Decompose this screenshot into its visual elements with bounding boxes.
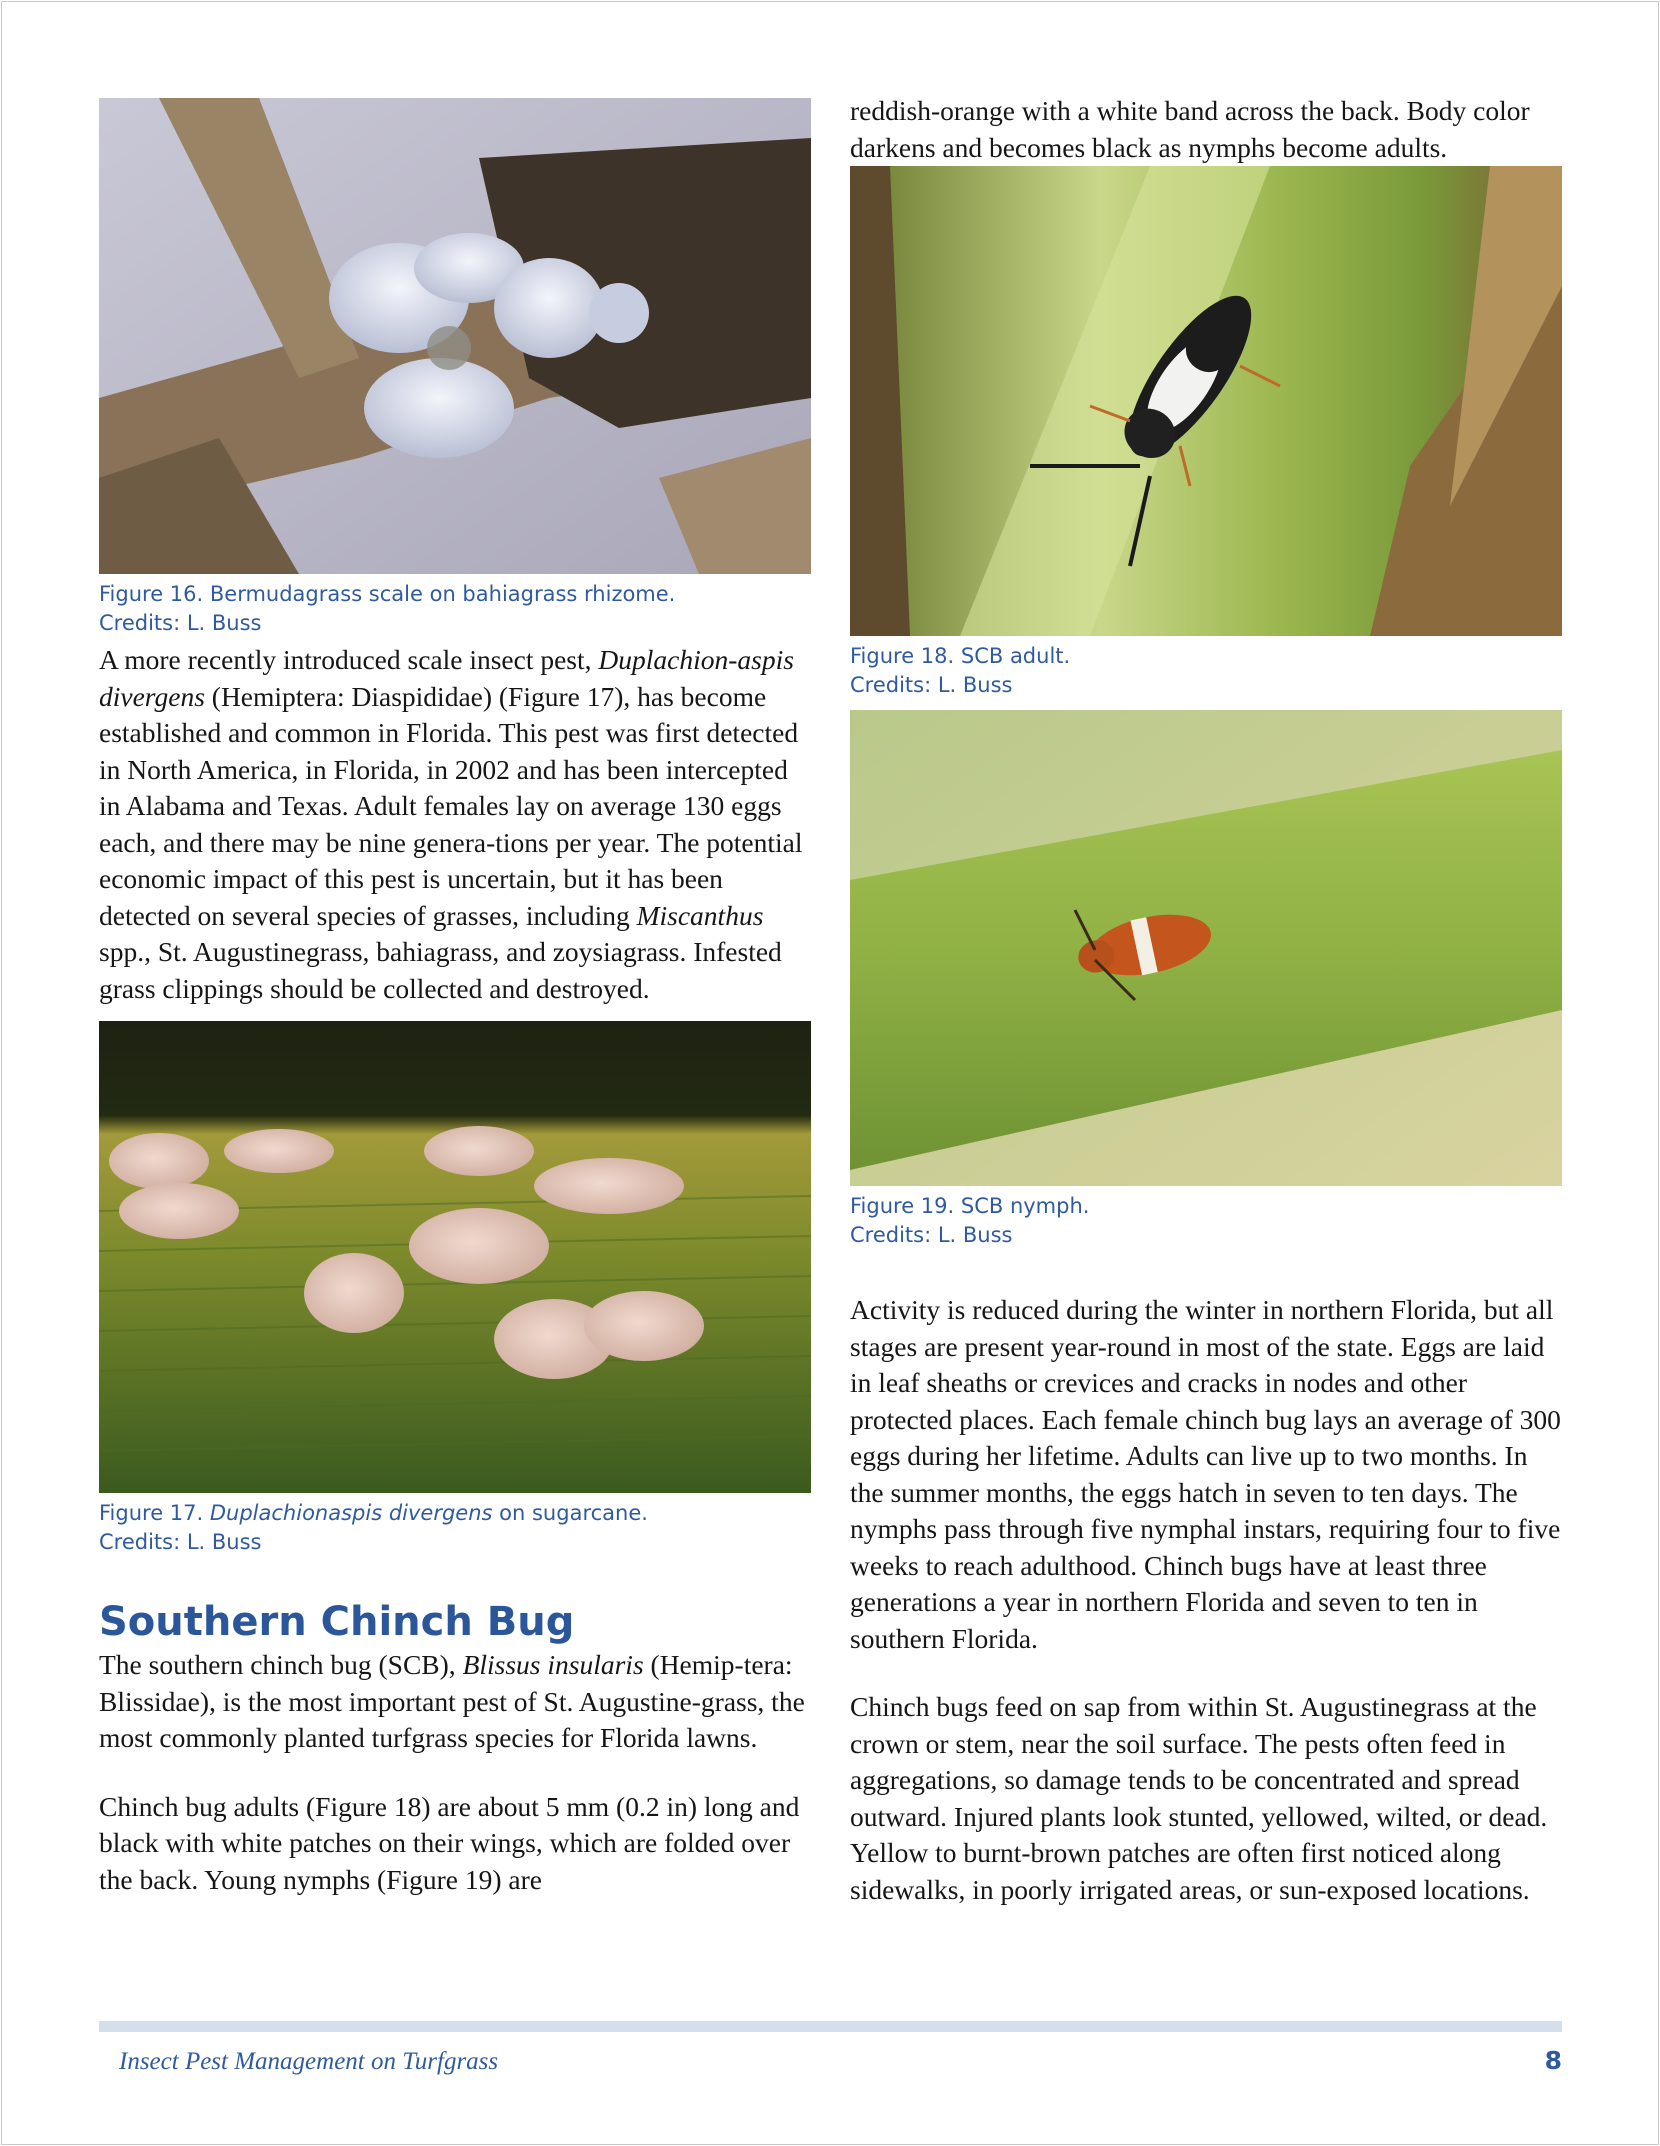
paragraph-scb-intro-text-2: (Hemip-tera: Blissidae), is the most important pest of St. Augustine-grass, the most commonly planted turfgrass species for Florida lawns. [99, 1649, 805, 1753]
paragraph-scb-intro-text-1: The southern chinch bug (SCB), [99, 1649, 463, 1680]
figure-17-photo [99, 1021, 811, 1493]
genus-name: Miscanthus [636, 899, 764, 931]
section-heading: Southern Chinch Bug [99, 1599, 575, 1645]
figure-18-caption [850, 642, 1562, 700]
left-column [99, 98, 811, 1898]
paragraph-duplachionaspis-text-1: A more recently introduced scale insect pest, [99, 644, 599, 675]
paragraph-chinch-adults: Chinch bug adults (Figure 18) are about 5 mm (0.2 in) long and black with white patches on their wings, which are folded over the back. Young nymphs (Figure 19) are [99, 1790, 800, 1895]
figure-18-caption-text: Figure 18. SCB adult. [850, 644, 1071, 668]
figure-17-caption-prefix: Figure 17. [99, 1501, 210, 1525]
figure-19-caption [850, 1192, 1562, 1250]
figure-18-photo [850, 166, 1562, 636]
figure-16-caption [99, 580, 811, 638]
paragraph-feeding: Chinch bugs feed on sap from within St. Augustinegrass at the crown or stem, near the soil surface. The pests often feed in aggregations, so damage tends to be concentrated and spread outward. Injured plants look stunted, yellowed, wilted, or dead. Yellow to burnt-brown patches are often first noticed along sidewalks, in poorly irrigated areas, or sun-exposed locations. [850, 1691, 1548, 1905]
figure-19-credit: Credits: L. Buss [850, 1223, 1013, 1247]
scb-adult-photo [850, 166, 1562, 636]
figure-19-photo [850, 710, 1562, 1186]
figure-17-caption-species: Duplachionaspis divergens [209, 1501, 493, 1525]
right-column [850, 93, 1562, 1908]
figure-16-photo [99, 98, 811, 574]
paragraph-activity: Activity is reduced during the winter in northern Florida, but all stages are present year-round in most of the state. Eggs are laid in leaf sheaths or crevices and cracks in nodes and other protected places. Each female chinch bug lays an average of 300 eggs during her lifetime. Adults can live up to two months. In the summer months, the eggs hatch in seven to ten days. The nymphs pass through five nymphal instars, requiring four to five weeks to reach adulthood. Chinch bugs have at least three generations a year in northern Florida and seven to ten in southern Florida. [850, 1294, 1561, 1654]
paragraph-scb-intro [99, 1647, 811, 1757]
figure-18-credit: Credits: L. Buss [850, 673, 1013, 697]
paragraph-duplachionaspis-text-2: (Hemiptera: Diaspididae) (Figure 17), has become established and common in Florida. This pest was first detected in North America, in Florida, in 2002 and has been intercepted in Alabama and Texas. Adult females lay on average 130 eggs each, and there may be nine genera-tions per year. The potential economic impact of this pest is uncertain, but it has been detected on several species of grasses, including [99, 680, 803, 931]
paragraph-duplachionaspis [99, 642, 811, 1007]
paragraph-duplachionaspis-text-3: spp., St. Augustinegrass, bahiagrass, and zoysiagrass. Infested grass clippings should be collected and destroyed. [99, 936, 782, 1004]
footer-rule [99, 2021, 1562, 2032]
paragraph-continued: reddish-orange with a white band across the back. Body color darkens and becomes black as nymphs become adults. [850, 95, 1530, 163]
figure-17-caption-text [99, 1499, 811, 1528]
footer-publication-title: Insect Pest Management on Turfgrass [119, 2048, 499, 2075]
figure-17-caption [99, 1499, 811, 1557]
figure-19-caption-text: Figure 19. SCB nymph. [850, 1194, 1090, 1218]
figure-17-credit: Credits: L. Buss [99, 1530, 262, 1554]
figure-17-caption-suffix: on sugarcane. [492, 1501, 648, 1525]
sugarcane-scale-photo [99, 1021, 811, 1493]
species-name: Duplachion-aspis divergens [99, 644, 794, 712]
scb-species-name: Blissus insularis [462, 1649, 644, 1680]
figure-16-caption-text: Figure 16. Bermudagrass scale on bahiagrass rhizome. [99, 582, 676, 606]
figure-16-credit: Credits: L. Buss [99, 611, 262, 635]
bermudagrass-scale-photo [99, 98, 811, 574]
scb-nymph-photo [850, 710, 1562, 1186]
page-number: 8 [1544, 2046, 1562, 2075]
